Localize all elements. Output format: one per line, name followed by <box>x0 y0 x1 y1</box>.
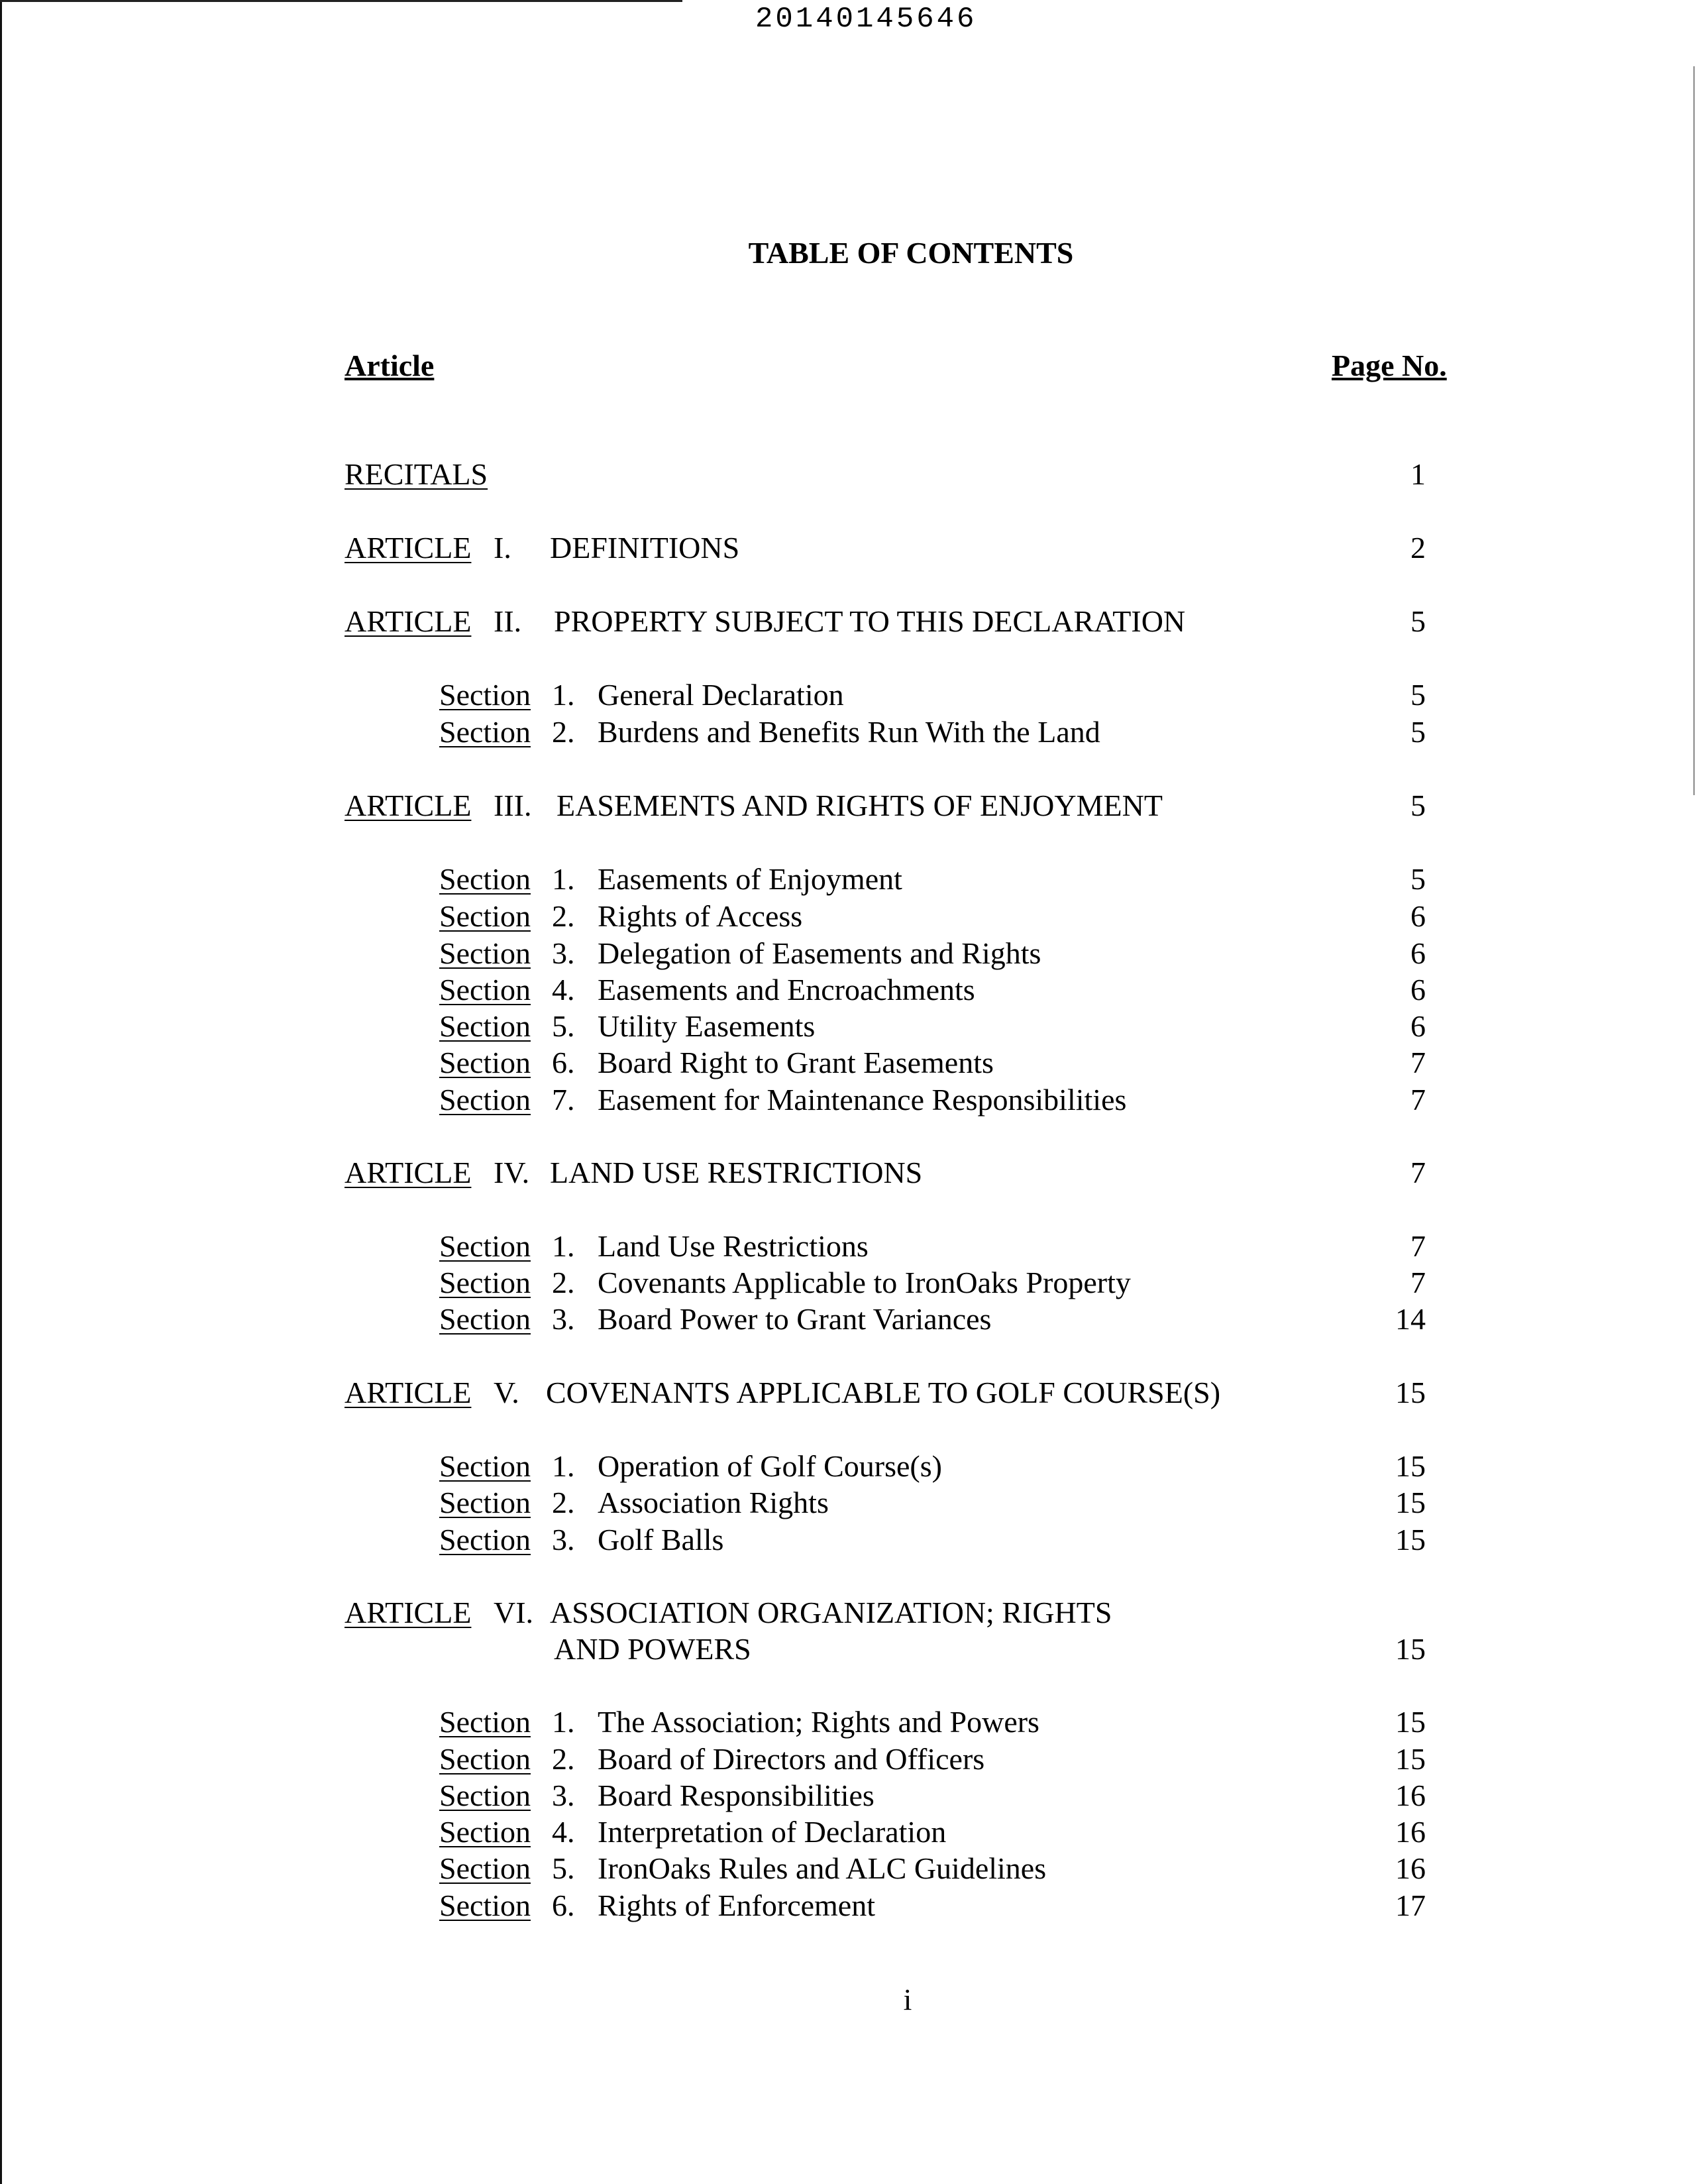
article-number: I. <box>494 531 511 565</box>
toc-entry-page: 16 <box>1395 1778 1426 1812</box>
section-keyword: Section <box>439 1266 531 1299</box>
toc-entry-page: 7 <box>1410 1046 1426 1079</box>
toc-entry-page: 6 <box>1410 1009 1426 1043</box>
section-title: Board Power to Grant Variances <box>598 1302 992 1336</box>
section-title: Covenants Applicable to IronOaks Property <box>598 1266 1131 1299</box>
article-number: V. <box>494 1376 519 1409</box>
section-title: The Association; Rights and Powers <box>598 1705 1039 1739</box>
toc-section-4-1[interactable] <box>0 1228 1696 1265</box>
section-number: 1. <box>552 1229 575 1263</box>
toc-section-2-2[interactable] <box>0 714 1696 751</box>
section-keyword: Section <box>439 1851 531 1885</box>
section-number: 4. <box>552 973 575 1007</box>
article-keyword: ARTICLE <box>344 604 472 638</box>
toc-article-1[interactable] <box>0 529 1696 567</box>
toc-section-4-2[interactable] <box>0 1264 1696 1301</box>
toc-section-6-3[interactable] <box>0 1777 1696 1814</box>
section-number: 7. <box>552 1083 575 1117</box>
section-keyword: Section <box>439 1742 531 1776</box>
article-number: III. <box>494 789 532 822</box>
section-keyword: Section <box>439 1705 531 1739</box>
toc-entry-page: 7 <box>1410 1083 1426 1117</box>
toc-section-5-1[interactable] <box>0 1448 1696 1485</box>
section-number: 1. <box>552 1449 575 1483</box>
section-keyword: Section <box>439 899 531 933</box>
section-title: Board of Directors and Officers <box>598 1742 985 1776</box>
section-title: Delegation of Easements and Rights <box>598 936 1041 970</box>
toc-entry-page: 15 <box>1395 1449 1426 1483</box>
section-keyword: Section <box>439 1229 531 1263</box>
section-keyword: Section <box>439 1486 531 1519</box>
section-title: General Declaration <box>598 678 844 712</box>
section-title: Interpretation of Declaration <box>598 1815 947 1849</box>
article-keyword: ARTICLE <box>344 1156 472 1189</box>
section-number: 2. <box>552 715 575 749</box>
toc-entry-page: 15 <box>1395 1742 1426 1776</box>
section-title: Rights of Enforcement <box>598 1888 876 1922</box>
section-number: 2. <box>552 899 575 933</box>
toc-entry-page: 5 <box>1410 715 1426 749</box>
section-title: Golf Balls <box>598 1523 724 1556</box>
section-title: Easements and Encroachments <box>598 973 975 1007</box>
toc-entry-page: 5 <box>1410 789 1426 822</box>
toc-section-3-4[interactable] <box>0 971 1696 1009</box>
section-keyword: Section <box>439 1888 531 1922</box>
section-keyword: Section <box>439 936 531 970</box>
toc-entry-page: 5 <box>1410 604 1426 638</box>
section-title: Easement for Maintenance Responsibilities <box>598 1083 1127 1117</box>
toc-section-6-5[interactable] <box>0 1850 1696 1887</box>
toc-article-4[interactable] <box>0 1154 1696 1191</box>
section-number: 3. <box>552 1523 575 1556</box>
section-number: 3. <box>552 1302 575 1336</box>
section-title: Easements of Enjoyment <box>598 862 902 896</box>
section-keyword: Section <box>439 715 531 749</box>
toc-entry-page: 15 <box>1395 1523 1426 1556</box>
section-number: 1. <box>552 678 575 712</box>
toc-entry-page: 2 <box>1410 531 1426 565</box>
section-keyword: Section <box>439 1449 531 1483</box>
article-title: PROPERTY SUBJECT TO THIS DECLARATION <box>554 604 1186 638</box>
section-number: 2. <box>552 1266 575 1299</box>
toc-entry-page: 5 <box>1410 862 1426 896</box>
article-title: ASSOCIATION ORGANIZATION; RIGHTS <box>550 1596 1112 1629</box>
section-number: 5. <box>552 1009 575 1043</box>
toc-article-2[interactable] <box>0 603 1696 640</box>
toc-section-5-3[interactable] <box>0 1521 1696 1558</box>
section-number: 2. <box>552 1486 575 1519</box>
article-keyword: ARTICLE <box>344 789 472 822</box>
article-title: COVENANTS APPLICABLE TO GOLF COURSE(S) <box>546 1376 1221 1409</box>
section-keyword: Section <box>439 1009 531 1043</box>
toc-section-6-1[interactable] <box>0 1704 1696 1741</box>
section-number: 6. <box>552 1888 575 1922</box>
article-title: DEFINITIONS <box>550 531 740 565</box>
toc-section-6-4[interactable] <box>0 1814 1696 1851</box>
toc-section-3-1[interactable] <box>0 861 1696 898</box>
section-title: Association Rights <box>598 1486 829 1519</box>
section-keyword: Section <box>439 1046 531 1079</box>
page-number: i <box>903 1983 912 2016</box>
section-number: 1. <box>552 862 575 896</box>
article-keyword: ARTICLE <box>344 1376 472 1409</box>
toc-section-3-6[interactable] <box>0 1044 1696 1081</box>
toc-entry-page: 1 <box>1410 457 1426 491</box>
toc-entry-page: 15 <box>1395 1632 1426 1666</box>
toc-section-5-2[interactable] <box>0 1484 1696 1521</box>
section-number: 3. <box>552 1778 575 1812</box>
article-title: EASEMENTS AND RIGHTS OF ENJOYMENT <box>556 789 1163 822</box>
toc-entry-page: 7 <box>1410 1266 1426 1299</box>
toc-entry-page: 16 <box>1395 1851 1426 1885</box>
toc-entry-page: 15 <box>1395 1486 1426 1519</box>
toc-entry-page: 6 <box>1410 973 1426 1007</box>
section-number: 1. <box>552 1705 575 1739</box>
section-keyword: Section <box>439 973 531 1007</box>
toc-article-6[interactable] <box>0 1594 1696 1631</box>
section-number: 2. <box>552 1742 575 1776</box>
toc-entry-page: 15 <box>1395 1705 1426 1739</box>
section-keyword: Section <box>439 678 531 712</box>
toc-section-4-3[interactable] <box>0 1301 1696 1338</box>
article-number: VI. <box>494 1596 534 1629</box>
section-title: Utility Easements <box>598 1009 816 1043</box>
article-column-header: Article <box>344 349 435 382</box>
article-title: LAND USE RESTRICTIONS <box>550 1156 923 1189</box>
toc-entry-page: 16 <box>1395 1815 1426 1849</box>
section-number: 4. <box>552 1815 575 1849</box>
section-keyword: Section <box>439 1815 531 1849</box>
article-number: II. <box>494 604 522 638</box>
toc-article-5[interactable] <box>0 1374 1696 1411</box>
toc-article-6-continued[interactable] <box>0 1631 1696 1668</box>
toc-article-3[interactable] <box>0 787 1696 824</box>
toc-section-3-7[interactable] <box>0 1081 1696 1119</box>
toc-entry-recitals[interactable] <box>0 456 1696 493</box>
article-keyword: ARTICLE <box>344 1596 472 1629</box>
section-title: Land Use Restrictions <box>598 1229 869 1263</box>
toc-entry-page: 15 <box>1395 1376 1426 1409</box>
toc-section-3-3[interactable] <box>0 935 1696 972</box>
toc-section-6-2[interactable] <box>0 1741 1696 1778</box>
recitals-label: RECITALS <box>344 457 488 491</box>
document-number: 20140145646 <box>755 3 977 36</box>
section-number: 3. <box>552 936 575 970</box>
page-title: TABLE OF CONTENTS <box>748 236 1074 270</box>
section-keyword: Section <box>439 862 531 896</box>
section-title: Burdens and Benefits Run With the Land <box>598 715 1100 749</box>
section-title: Rights of Access <box>598 899 803 933</box>
toc-section-6-6[interactable] <box>0 1887 1696 1924</box>
section-title: Board Responsibilities <box>598 1778 874 1812</box>
toc-entry-page: 5 <box>1410 678 1426 712</box>
article-number: IV. <box>494 1156 530 1189</box>
toc-section-3-2[interactable] <box>0 898 1696 935</box>
section-keyword: Section <box>439 1302 531 1336</box>
toc-entry-page: 7 <box>1410 1229 1426 1263</box>
toc-entry-page: 7 <box>1410 1156 1426 1189</box>
section-title: Operation of Golf Course(s) <box>598 1449 942 1483</box>
section-title: IronOaks Rules and ALC Guidelines <box>598 1851 1047 1885</box>
toc-entry-page: 6 <box>1410 899 1426 933</box>
article-keyword: ARTICLE <box>344 531 472 565</box>
article-title-continued: AND POWERS <box>554 1632 751 1666</box>
section-title: Board Right to Grant Easements <box>598 1046 994 1079</box>
toc-entry-page: 14 <box>1395 1302 1426 1336</box>
section-keyword: Section <box>439 1523 531 1556</box>
section-number: 6. <box>552 1046 575 1079</box>
section-number: 5. <box>552 1851 575 1885</box>
toc-entry-page: 17 <box>1395 1888 1426 1922</box>
page-column-header: Page No. <box>1332 349 1447 382</box>
toc-entry-page: 6 <box>1410 936 1426 970</box>
section-keyword: Section <box>439 1778 531 1812</box>
section-keyword: Section <box>439 1083 531 1117</box>
toc-section-2-1[interactable] <box>0 677 1696 714</box>
toc-section-3-5[interactable] <box>0 1008 1696 1045</box>
